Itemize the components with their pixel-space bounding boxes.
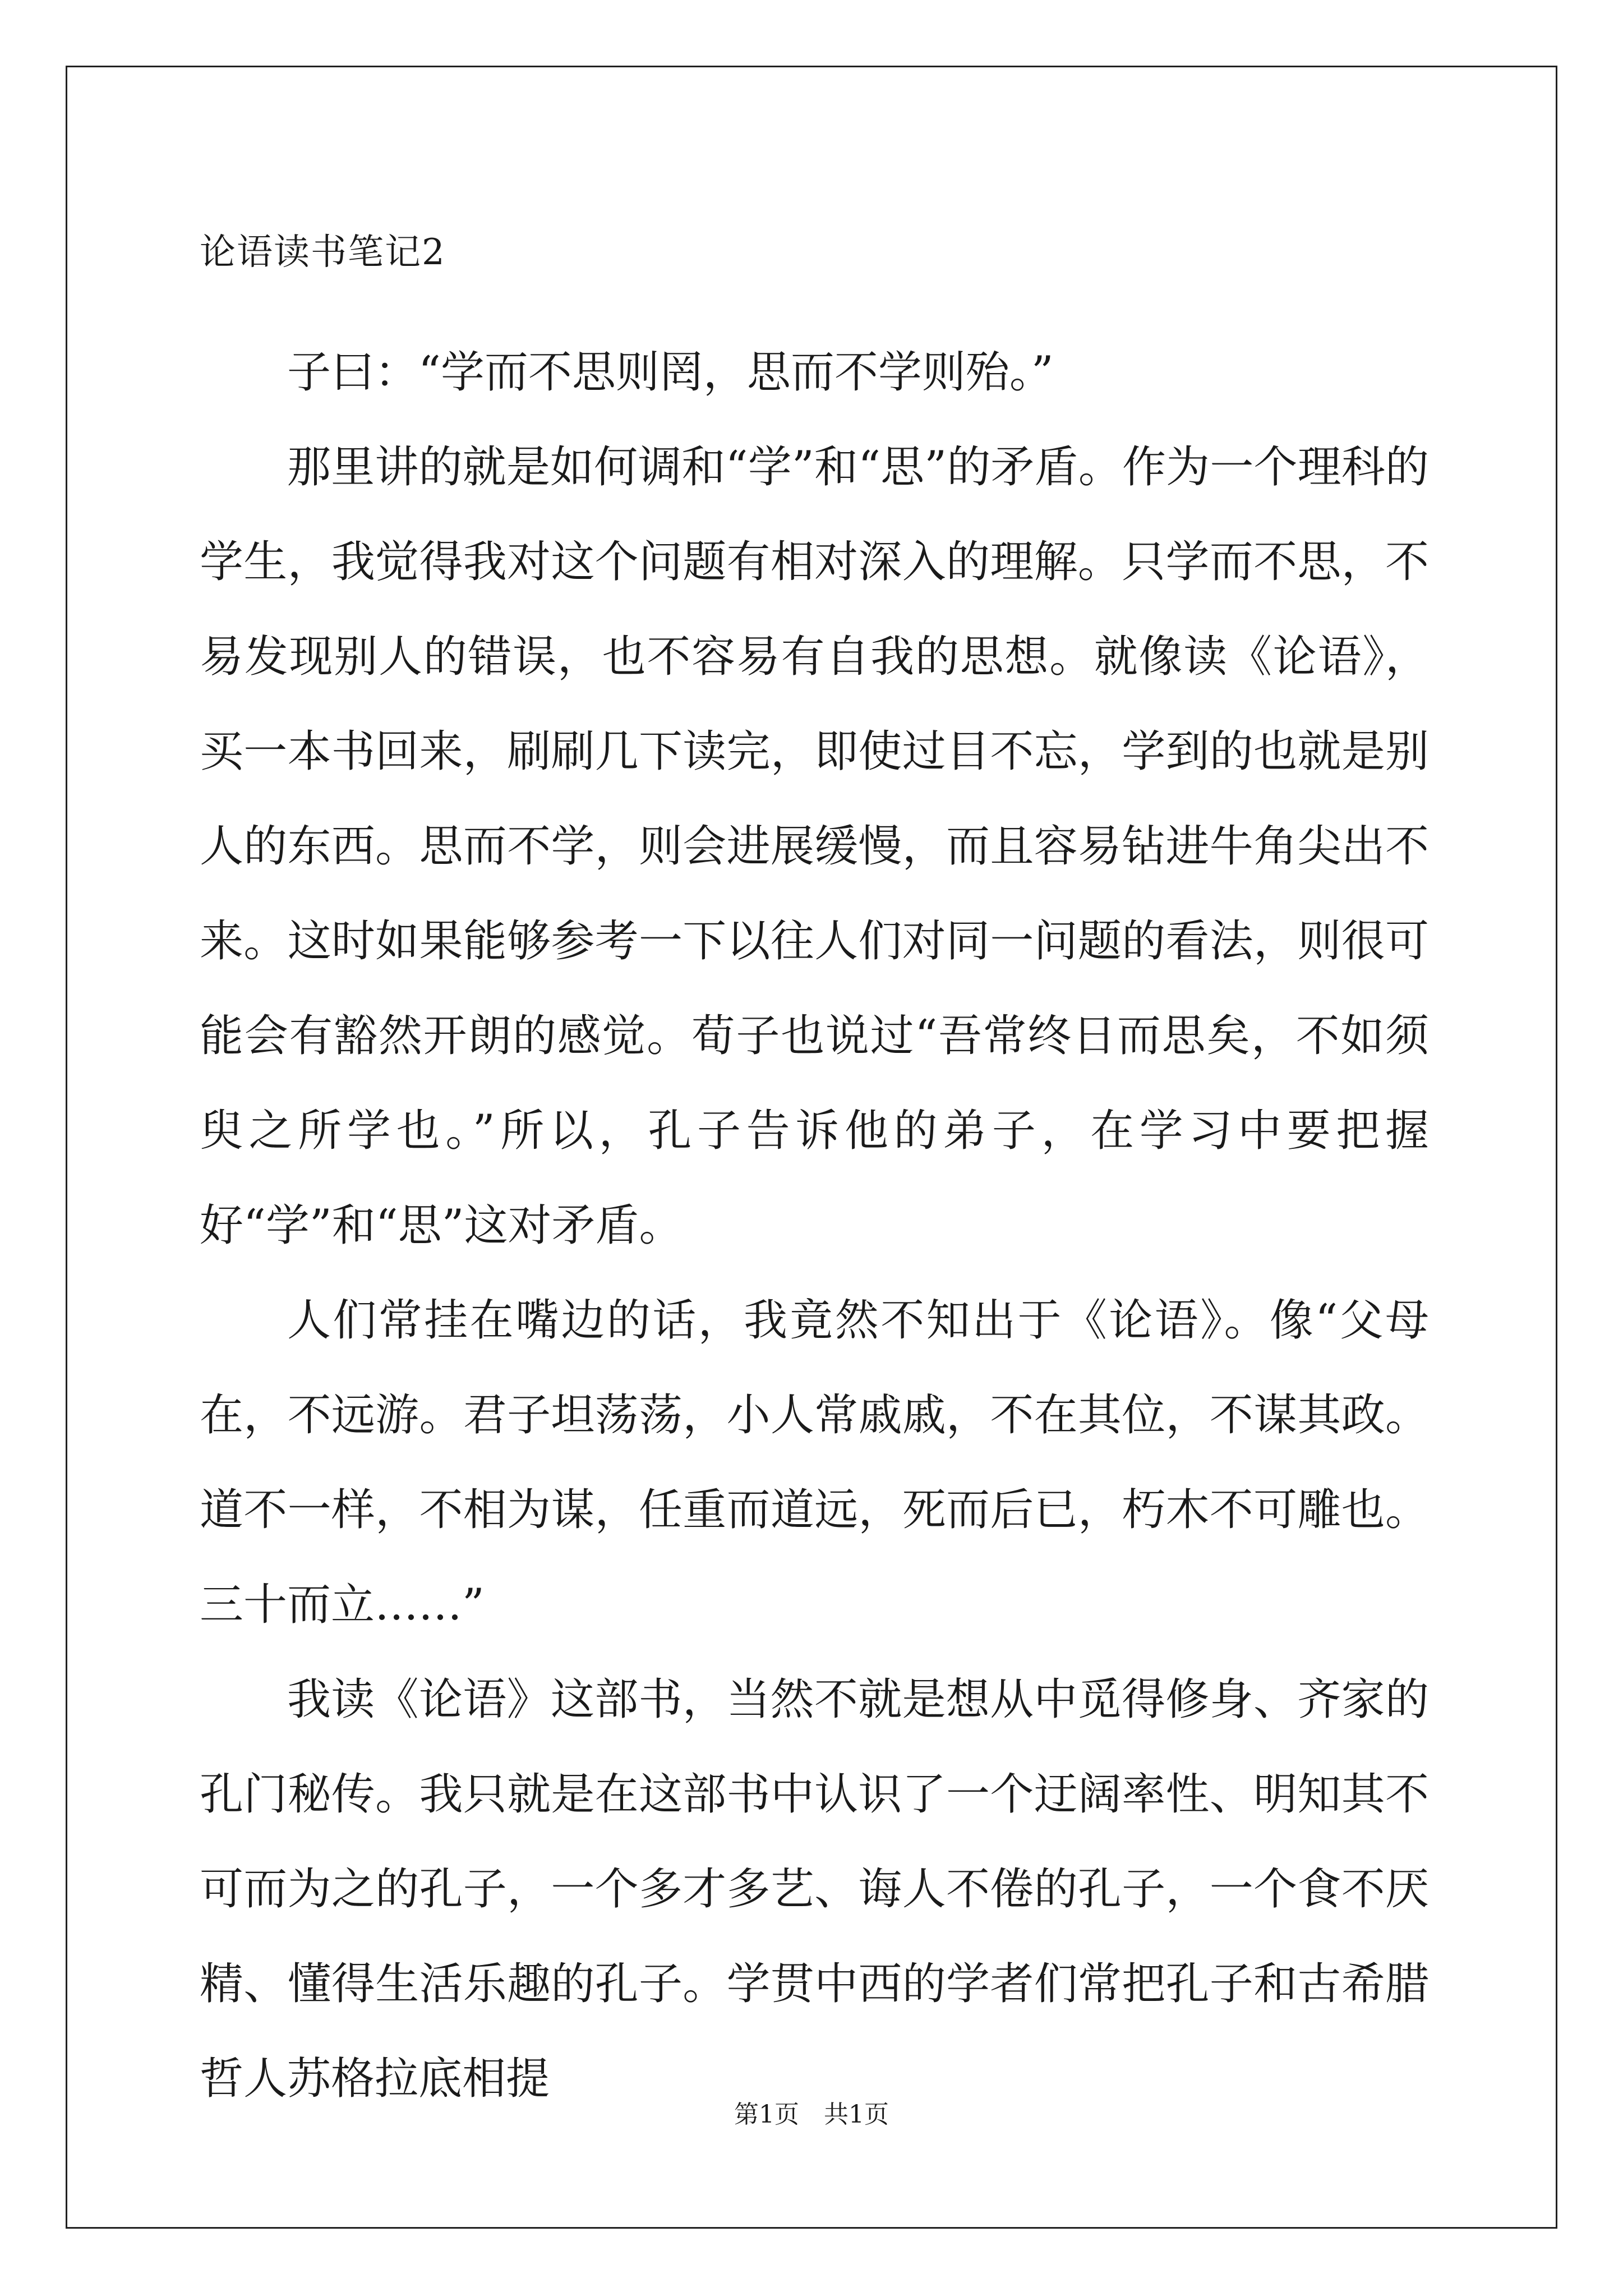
- paragraph-learning-thinking: 那里讲的就是如何调和“学”和“思”的矛盾。作为一个理科的学生，我觉得我对这个问题有相对深入的理解。只学而不思，不易发现别人的错误，也不容易有自我的思想。就像读《论语》，买一本书回来，刷刷几下读完，即使过目不忘，学到的也就是别人的东西。思而不学，则会进展缓慢，而且容易钻进牛角尖出不来。这时如果能够参考一下以往人们对同一问题的看法，则很可能会有豁然开朗的感觉。荀子也说过“吾常终日而思矣，不如须臾之所学也。”所以，孔子告诉他的弟子，在学习中要把握好“学”和“思”这对矛盾。: [200, 442, 1429, 1251]
- page-number: 第1页 共1页: [734, 2100, 889, 2129]
- paragraph-reading-analects: 我读《论语》这部书，当然不就是想从中觅得修身、齐家的孔门秘传。我只就是在这部书中认识了一个迂阔率性、明知其不可而为之的孔子，一个多才多艺、诲人不倦的孔子，一个食不厌精、懂得生活乐趣的孔子。学贯中西的学者们常把孔子和古希腊哲人苏格拉底相提: [200, 1674, 1429, 2104]
- document-title: 论语读书笔记2: [200, 232, 446, 273]
- paragraph-common-sayings: 人们常挂在嘴边的话，我竟然不知出于《论语》。像“父母在，不远游。君子坦荡荡，小人常戚戚，不在其位，不谋其政。道不一样，不相为谋，任重而道远，死而后已，朽木不可雕也。三十而立……”: [200, 1295, 1429, 1630]
- paragraph-quote: 子曰：“学而不思则罔，思而不学则殆。”: [287, 347, 1054, 398]
- document-body: [200, 224, 1429, 2127]
